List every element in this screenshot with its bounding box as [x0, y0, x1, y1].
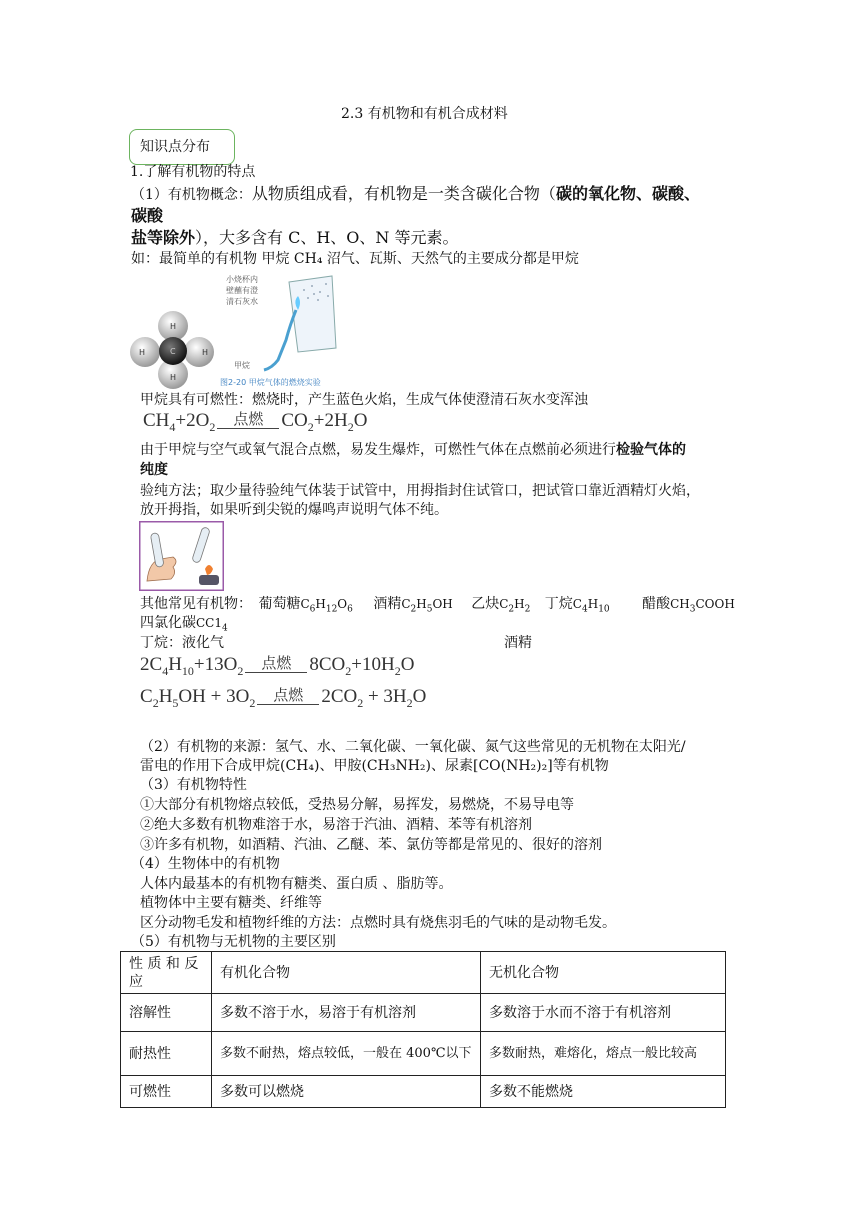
- alcohol-label: 酒精: [504, 635, 532, 651]
- table-cell: 多数不耐热，熔点较低，一般在 400℃以下: [212, 1032, 481, 1076]
- concept-prefix: （1）有机物概念：: [131, 187, 252, 203]
- others-line: 其他常见有机物： 葡萄糖$C_6H_{12}O_6$ 酒精$C_2H_5OH$ 乙炔$C_2H_2$ 丁烷$C_4H_{10}$ 醋酸$CH_3COOH$: [140, 596, 735, 615]
- equation-ethanol: $C_2H_5OH + 3O_2$ 点燃 $2CO_2 + 3H_2O$: [140, 685, 427, 710]
- comparison-table: [120, 951, 726, 1108]
- section-heading-1: 1.了解有机物的特点: [130, 164, 256, 180]
- explosion-bold-2: 纯度: [140, 462, 168, 478]
- method-line-2: 放开拇指，如果听到尖锐的爆鸣声说明气体不纯。: [140, 502, 448, 518]
- atom-label-h3: H: [202, 348, 209, 357]
- glucose: 葡萄糖: [258, 596, 301, 612]
- bio-line-2: 植物体中主要有糖类、纤维等: [140, 895, 322, 911]
- explosion-bold: 检验气体的: [616, 442, 686, 458]
- properties-heading: （3）有机物特性: [140, 777, 247, 793]
- condition-label: 点燃: [233, 409, 264, 428]
- knowledge-box: [129, 129, 235, 165]
- figure-label-beaker-3: 清石灰水: [226, 297, 258, 306]
- concept-bold-3: 盐等除外: [131, 228, 196, 247]
- table-cell: 耐热性: [121, 1032, 212, 1076]
- page-title: 2.3 有机物和有机合成材料: [341, 106, 508, 122]
- methane-molecule-figure: [130, 310, 214, 390]
- explosion-text: 由于甲烷与空气或氧气混合点燃，易发生爆炸，可燃性气体在点燃前必须进行检验气体的: [140, 442, 686, 458]
- table-row: [121, 994, 726, 1032]
- atom-label-h2: H: [139, 348, 146, 357]
- atom-label-h4: H: [170, 373, 177, 382]
- butane-line: 丁烷：液化气: [140, 635, 224, 651]
- methane-example: 如：最简单的有机物 甲烷 CH₄ 沼气、瓦斯、天然气的主要成分都是甲烷: [131, 251, 579, 267]
- atom-label-h1: H: [170, 322, 177, 331]
- figure-caption: 图2-20 甲烷气体的燃烧实验: [220, 378, 321, 387]
- concept-main: 从物质组成看，有机物是一类含碳化合物（: [251, 184, 556, 203]
- knowledge-box-label: 知识点分布: [140, 139, 210, 155]
- source-line-2: 雷电的作用下合成甲烷(CH₄)、甲胺(CH₃NH₂)、尿素[CO(NH₂)₂]等有机物: [140, 758, 609, 774]
- property-1: ①大部分有机物熔点较低，受热易分解，易挥发，易燃烧，不易导电等: [140, 797, 574, 813]
- concept-line-1: [131, 183, 700, 206]
- equation-butane: $2C_4H_{10}+13O_2$ 点燃 $8CO_2+10H_2O$: [140, 653, 415, 678]
- alcohol-lamp-icon: [199, 575, 219, 585]
- methane-combustion-figure: [214, 270, 354, 390]
- table-cell: 多数可以燃烧: [212, 1076, 481, 1108]
- figure-fuel-label: 甲烷: [234, 361, 250, 370]
- table-cell: 多数耐热，难熔化，熔点一般比较高: [481, 1032, 726, 1076]
- equation-methane: $CH_4+2O_2$ 点燃 $CO_2+2H_2O$: [143, 409, 368, 434]
- table-cell: 可燃性: [121, 1076, 212, 1108]
- table-row: [121, 1076, 726, 1108]
- hydrogen-atom-right: [184, 337, 214, 367]
- table-cell: 多数溶于水而不溶于有机溶剂: [481, 994, 726, 1032]
- table-cell: 多数不溶于水，易溶于有机溶剂: [212, 994, 481, 1032]
- test-tube-figure: [139, 521, 224, 591]
- concept-bold-1: 碳的氧化物、碳酸、: [555, 184, 700, 203]
- table-header-cell: 无机化合物: [481, 952, 726, 994]
- table-cell: 溶解性: [121, 994, 212, 1032]
- ccl4-line: 四氯化碳$CC1_4$: [140, 615, 228, 634]
- table-header-row: [121, 952, 726, 994]
- concept-tail: ），大多含有 C、H、O、N 等元素。: [195, 228, 459, 247]
- concept-line-3: [131, 227, 459, 249]
- acetic-acid: 醋酸: [642, 596, 671, 612]
- table-header-cell: 有机化合物: [212, 952, 481, 994]
- table-header-cell: 性 质 和 反应: [121, 952, 212, 994]
- table-cell: 多数不能燃烧: [481, 1076, 726, 1108]
- method-line-1: 验纯方法；取少量待验纯气体装于试管中，用拇指封住试管口，把试管口靠近酒精灯火焰，: [140, 483, 700, 499]
- acetylene: 乙炔: [471, 596, 500, 612]
- ccl4: 四氯化碳: [140, 615, 196, 631]
- condition-label-3: 点燃: [273, 685, 304, 704]
- table-row: [121, 1032, 726, 1076]
- source-line-1: （2）有机物的来源：氢气、水、二氧化碳、一氧化碳、氮气这些常见的无机物在太阳光/: [140, 739, 686, 755]
- atom-label-c: C: [170, 347, 176, 356]
- figure-label-beaker: 小烧杯内: [226, 275, 258, 284]
- figure-label-beaker-2: 壁蘸有澄: [226, 286, 258, 295]
- combustion-text: 甲烷具有可燃性：燃烧时，产生蓝色火焰，生成气体使澄清石灰水变浑浊: [140, 392, 588, 408]
- bio-heading: （4）生物体中的有机物: [131, 856, 280, 872]
- property-2: ②绝大多数有机物难溶于水，易溶于汽油、酒精、苯等有机溶剂: [140, 817, 532, 833]
- diff-heading: （5）有机物与无机物的主要区别: [131, 934, 336, 950]
- condition-label-2: 点燃: [261, 653, 292, 672]
- ethanol: 酒精: [373, 596, 402, 612]
- bio-line-3: 区分动物毛发和植物纤维的方法：点燃时具有烧焦羽毛的气味的是动物毛发。: [140, 915, 616, 931]
- butane: 丁烷: [544, 596, 573, 612]
- concept-bold-2: 碳酸: [131, 206, 164, 225]
- beaker-icon: [289, 276, 336, 352]
- property-3: ③许多有机物，如酒精、汽油、乙醚、苯、氯仿等都是常见的、很好的溶剂: [140, 837, 602, 853]
- bio-line-1: 人体内最基本的有机物有糖类、蛋白质 、脂肪等。: [140, 876, 453, 892]
- gas-tube: [264, 310, 296, 370]
